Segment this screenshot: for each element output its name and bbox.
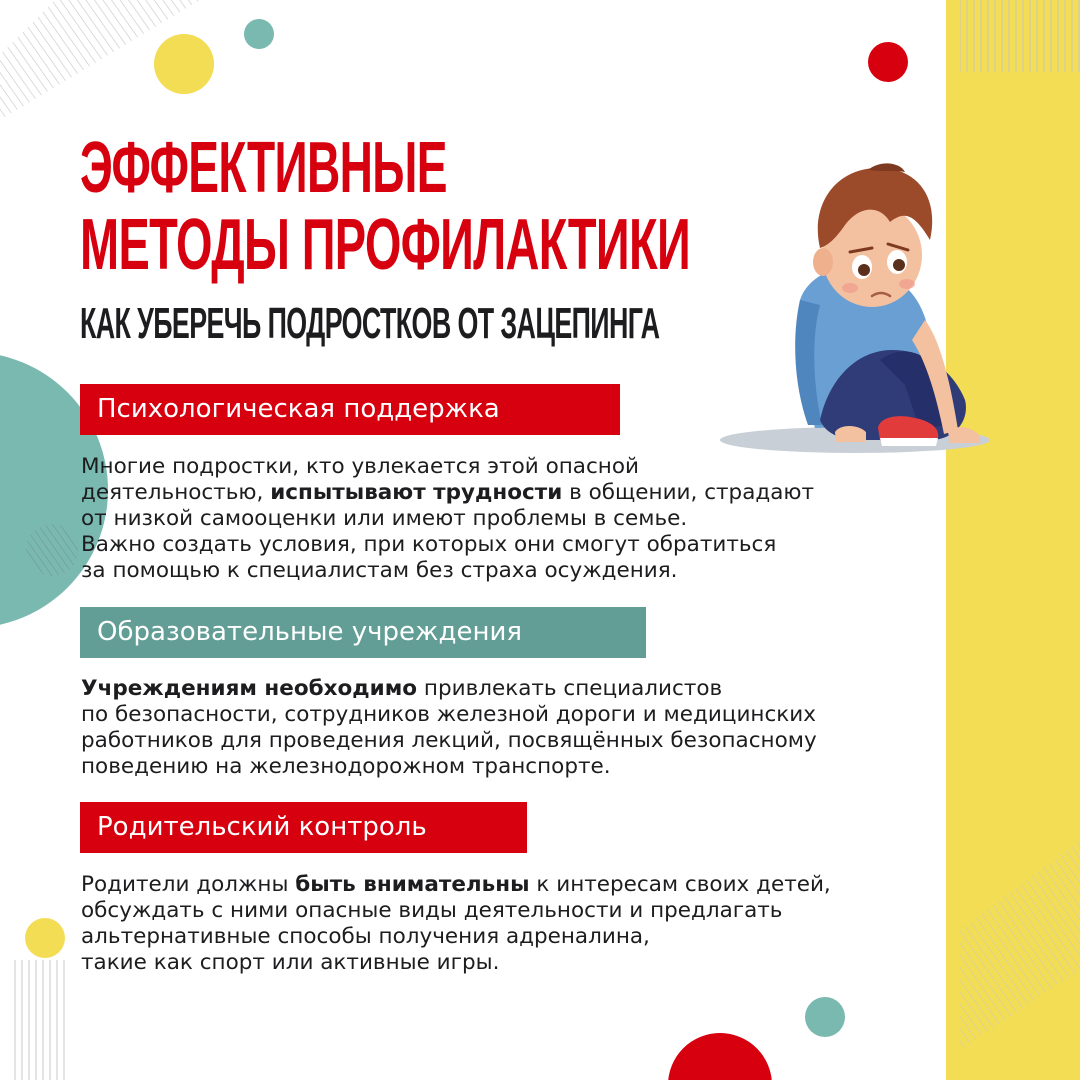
- text-segment: обсуждать с ними опасные виды деятельности и предлагать: [81, 898, 783, 923]
- teal-circle-bottom-right: [805, 997, 845, 1037]
- text-segment: за помощью к специалистам без страха осуждения.: [81, 558, 678, 583]
- subtitle: КАК УБЕРЕЧЬ ПОДРОСТКОВ ОТ ЗАЦЕПИНГА: [80, 299, 660, 348]
- bold-text-segment: быть внимательны: [295, 872, 530, 897]
- text-line: [81, 558, 1001, 584]
- text-segment: работников для проведения лекций, посвящённых безопасному: [81, 728, 817, 753]
- section-heading-parental-control: Родительский контроль: [80, 802, 527, 853]
- section-heading-psychological-support: Психологическая поддержка: [80, 384, 620, 435]
- text-segment: Многие подростки, кто увлекается этой опасной: [81, 454, 639, 479]
- text-line: [81, 950, 1001, 976]
- section-heading-educational-institutions: Образовательные учреждения: [80, 607, 646, 658]
- vertical-lines-top-right: [960, 0, 1080, 72]
- bold-text-segment: испытывают трудности: [270, 480, 563, 505]
- red-circle-bottom: [668, 1033, 772, 1080]
- text-line: [81, 728, 1001, 754]
- text-line: [81, 898, 1001, 924]
- red-circle-top: [868, 42, 908, 82]
- text-segment: по безопасности, сотрудников железной дороги и медицинских: [81, 702, 816, 727]
- text-segment: такие как спорт или активные игры.: [81, 950, 500, 975]
- text-segment: поведению на железнодорожном транспорте.: [81, 754, 611, 779]
- bold-text-segment: Учреждениям необходимо: [81, 676, 418, 701]
- text-line: [81, 532, 1001, 558]
- section-text-parental-control: [81, 872, 1001, 976]
- section-text-educational-institutions: [81, 676, 1001, 780]
- text-segment: Важно создать условия, при которых они смогут обратиться: [81, 532, 777, 557]
- text-line: [81, 676, 1001, 702]
- hatched-circle-left: [26, 524, 78, 576]
- text-segment: альтернативные способы получения адреналина,: [81, 924, 650, 949]
- text-line: [81, 506, 1001, 532]
- text-line: [81, 924, 1001, 950]
- text-segment: деятельностью,: [81, 480, 271, 505]
- teal-circle-top: [244, 19, 274, 49]
- text-segment: к интересам своих детей,: [529, 872, 831, 897]
- title-line-1: ЭФФЕКТИВНЫЕ: [80, 128, 447, 208]
- text-line: [81, 872, 1001, 898]
- text-line: [81, 754, 1001, 780]
- text-segment: в общении, страдают: [562, 480, 815, 505]
- text-segment: от низкой самооценки или имеют проблемы в семье.: [81, 506, 688, 531]
- yellow-circle-top: [154, 34, 214, 94]
- text-segment: привлекать специалистов: [417, 676, 723, 701]
- title-line-2: МЕТОДЫ ПРОФИЛАКТИКИ: [80, 205, 691, 285]
- text-line: [81, 454, 1001, 480]
- section-text-psychological-support: [81, 454, 1001, 584]
- text-segment: Родители должны: [81, 872, 296, 897]
- text-line: [81, 702, 1001, 728]
- yellow-circle-bottom-left: [25, 918, 65, 958]
- text-line: [81, 480, 1001, 506]
- vertical-lines-bottom-left: [10, 960, 70, 1080]
